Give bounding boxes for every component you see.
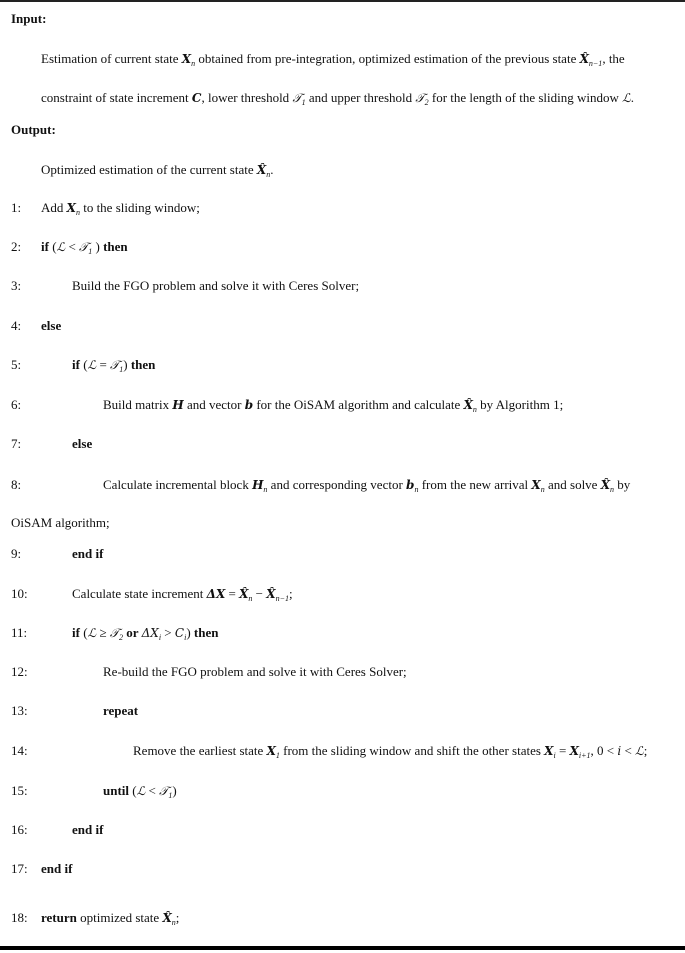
algo-line-8-continuation: OiSAM algorithm; [11,515,110,530]
top-rule [0,0,685,2]
output-text: Optimized estimation of the current state $X̂_n$. [41,162,274,179]
output-label: Output: [11,122,56,137]
input-label: Input: [11,11,47,26]
input-text-line-2: constraint of state increment C, lower threshold 𝒯$_1$ and upper threshold 𝒯$_2$ for the length of the sliding window ℒ. [41,90,635,107]
bottom-rule [0,946,685,950]
input-text-line-1: Estimation of current state $X_n$ obtained from pre-integration, optimized estimation of the previous state $X̂_{n-1}$, the [41,51,625,68]
